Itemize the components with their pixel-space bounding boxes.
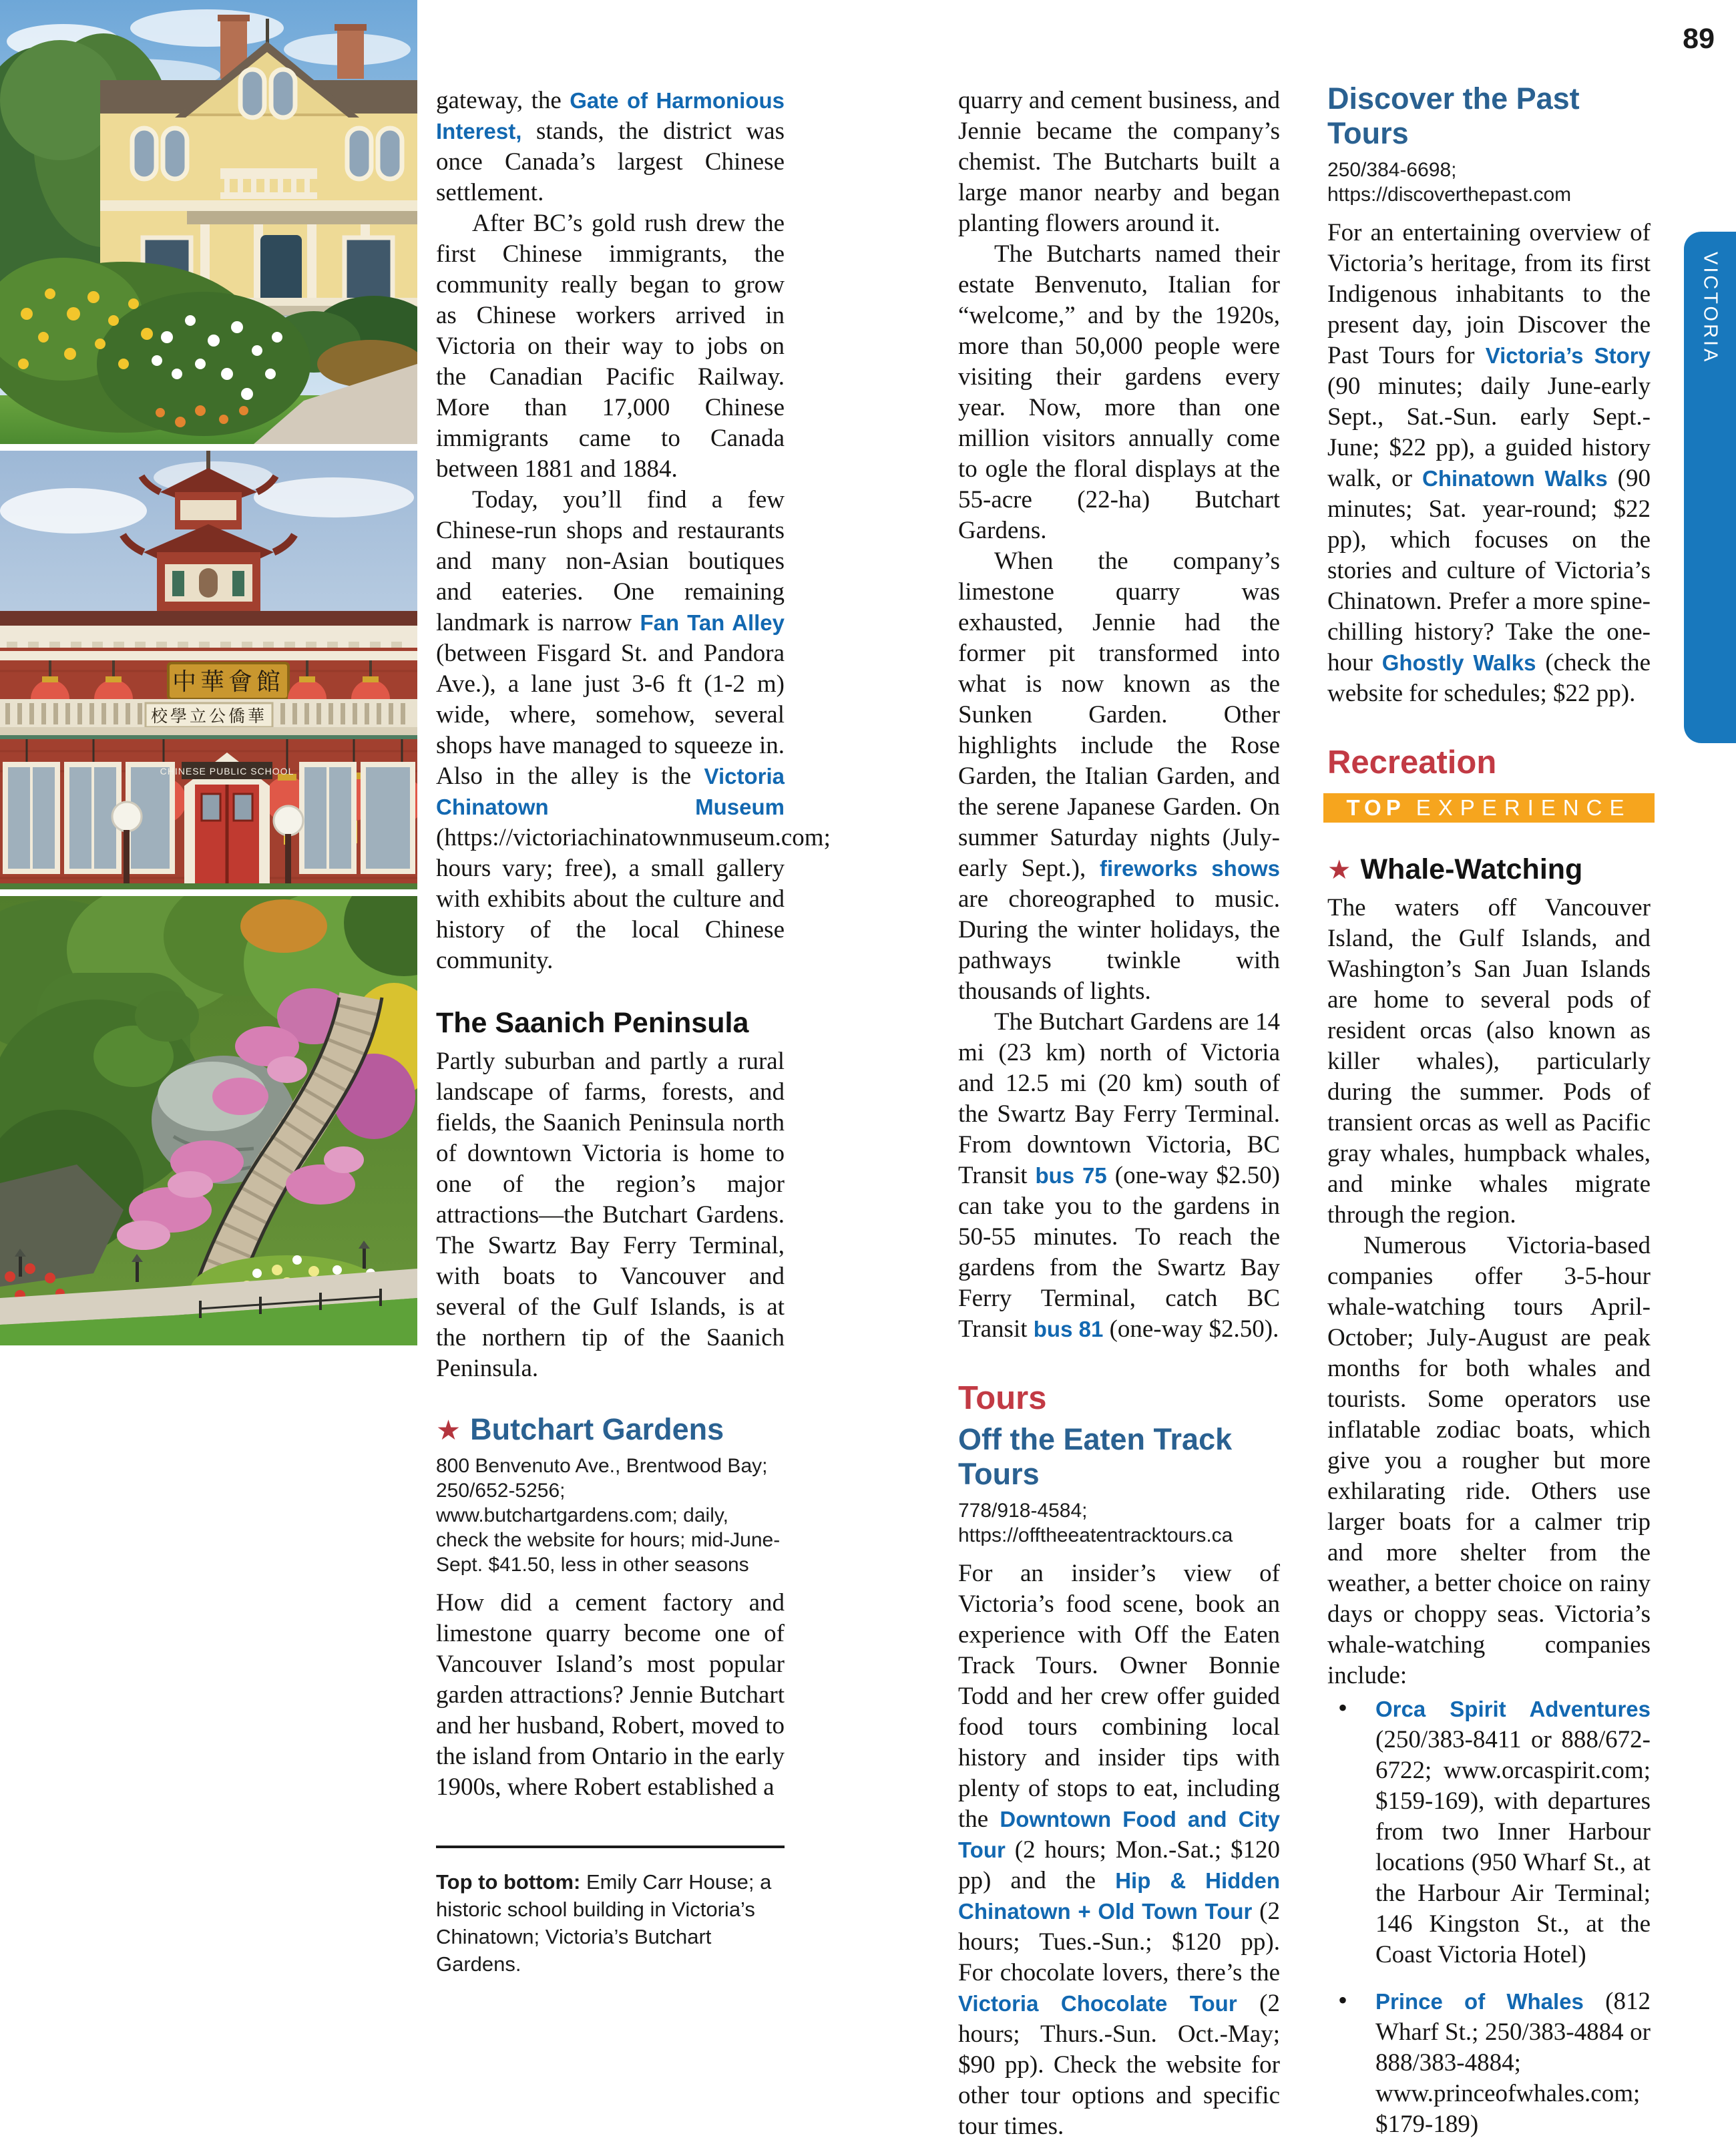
text-run: How did a cement factory and limestone quarry become one of Vancouver Island’s most popular garden attractions? Jennie Butchart and her husband, Robert, moved to the island from Ontario in the early 1900s, where Robert established a	[436, 1589, 785, 1801]
listing-heading: Discover the Past Tours	[1327, 81, 1580, 150]
chinese-school-illustration	[0, 451, 417, 889]
text-run: (one-way $2.50) can take you to the gardens in 50-55 minutes. To reach the gardens from the Swartz Bay Ferry Terminal, catch BC Transit	[958, 1162, 1280, 1343]
text-run: (812 Wharf St.; 250/383-4884 or 888/383-4884; www.princeofwhales.com; $179-189)	[1375, 1988, 1651, 2138]
section-heading: Tours	[958, 1380, 1047, 1416]
text-run: For an insider’s view of Victoria’s food scene, book an experience with Off the Eaten Track Tours. Owner Bonnie Todd and her crew offer guided food tours combining local history and insider tips with plenty of stops to eat, including the	[958, 1560, 1280, 1833]
paragraph	[958, 546, 1280, 1007]
photo-caption	[436, 1868, 785, 1978]
listing-heading: ★ Butchart Gardens	[436, 1412, 724, 1446]
text-run: (90 minutes; daily June-early Sept., Sat.-Sun. early Sept.-June; $22 pp), a guided history walk, or	[1327, 373, 1651, 492]
cross-reference: Victoria’s Story	[1485, 343, 1651, 368]
page-number: 89	[1683, 23, 1715, 55]
chapter-tab-label: VICTORIA	[1699, 252, 1721, 365]
text-run: (https://victoriachinatownmuseum.com; hours vary; free), a small gallery with exhibits about the culture and history of the local Chinese community.	[436, 824, 831, 974]
text-run: The waters off Vancouver Island, the Gulf Islands, and Washington’s San Juan Islands are home to several pods of resident orcas (also known as killer whales), particularly during the summer. Pods of transient orcas as well as Pacific gray whales, humpback whales, and minke whales migrate through the region.	[1327, 894, 1651, 1229]
text-run: After BC’s gold rush drew the first Chinese immigrants, the community really began to grow as Chinese workers arrived in Victoria on their way to jobs on the Canadian Pacific Railway. More than 17,000 Chinese immigrants came to Canada between 1881 and 1884.	[436, 210, 785, 483]
text-run: are choreographed to music. During the winter holidays, the pathways twinkle with thousands of lights.	[958, 885, 1280, 1005]
text-run: (between Fisgard St. and Pandora Ave.), a lane just 3-6 ft (1-2 m) wide, where, somehow, several shops have managed to squeeze in. Also in the alley is the	[436, 640, 785, 790]
paragraph	[436, 208, 785, 485]
subsection-heading: ★ Whale-Watching	[1327, 853, 1583, 885]
caption-rule	[436, 1846, 785, 1848]
paragraph	[436, 85, 785, 208]
photo-butchart-gardens	[0, 896, 417, 1345]
paragraph	[436, 1588, 785, 1803]
text-run: (90 minutes; Sat. year-round; $22 pp), which focuses on the stories and culture of Victoria’s Chinatown. Prefer a more spine-chilling history? Take the one-hour	[1327, 465, 1651, 676]
cross-reference: fireworks shows	[1099, 856, 1280, 881]
text-run: stands, the district was once Canada’s largest Chinese settlement.	[436, 118, 785, 206]
sign-chinese-public-school: CHINESE PUBLIC SCHOOL	[160, 766, 294, 777]
text-run: The Butchart Gardens are 14 mi (23 km) north of Victoria and 12.5 mi (20 km) south of the Swartz Bay Ferry Terminal. From downtown Victoria, BC Transit	[958, 1008, 1280, 1189]
text-run: (2 hours; Tues.-Sun.; $120 pp). For chocolate lovers, there’s the	[958, 1898, 1281, 1986]
text-run: Today, you’ll find a few Chinese-run shops and restaurants and many non-Asian boutiques and eateries. One remaining landmark is narrow	[436, 486, 785, 636]
photo-chinese-public-school	[0, 451, 417, 889]
text-run: (250/383-8411 or 888/672-6722; www.orcaspirit.com; $159-169), with departures from two Inner Harbour locations (950 Wharf St., at the Harbour Air Terminal; 146 Kingston St., at the Coast Victoria Hotel)	[1375, 1726, 1651, 1968]
sign-public-school-chinese: 校學立公僑華	[150, 707, 268, 726]
cross-reference: bus 75	[1035, 1163, 1107, 1188]
butchart-gardens-illustration	[0, 896, 417, 1345]
section-heading: Recreation	[1327, 744, 1497, 781]
text-column-1	[436, 85, 831, 1978]
paragraph	[1327, 893, 1651, 1231]
banner-rest: EXPERIENCE	[1416, 795, 1632, 820]
text-run: quarry and cement business, and Jennie became the company’s chemist. The Butcharts built a large manor nearby and began planting flowers around it.	[958, 87, 1280, 237]
list-item	[1327, 1694, 1651, 1970]
listing-heading: Off the Eaten Track Tours	[958, 1422, 1233, 1491]
text-column-2	[958, 85, 1280, 2142]
cross-reference: Hip & Hidden Chinatown + Old Town Tour	[958, 1868, 1280, 1924]
cross-reference: Gate of Harmonious Interest,	[436, 88, 785, 144]
text-run: The Butcharts named their estate Benvenuto, Italian for “welcome,” and by the 1920s, more than 50,000 people were visiting their gardens every year. Now, more than one million visitors annually come to ogle the floral displays at the 55-acre (22-ha) Butchart Gardens.	[958, 240, 1280, 544]
text-run: Numerous Victoria-based companies offer 3-5-hour whale-watching tours April-October; July-August are peak months for both whales and tourists. Some operators use inflatable zodiac boats, which give you a rougher but more exhilarating ride. Others use larger boats for a calmer trip and more shelter from the weather, a better choice on rainy days or choppy seas. Victoria’s whale-watching companies include:	[1327, 1232, 1651, 1689]
paragraph	[1327, 1231, 1651, 1691]
text-run: (2 hours; Mon.-Sat.; $120 pp) and the	[958, 1836, 1280, 1894]
chapter-tab-victoria	[1684, 232, 1736, 743]
caption-text: Top to bottom:	[436, 1870, 586, 1894]
paragraph	[1327, 218, 1651, 709]
star-icon: ★	[1327, 855, 1351, 885]
emily-carr-house-illustration	[0, 0, 417, 444]
text-run: For an entertaining overview of Victoria’s heritage, from its first Indigenous inhabitants to the present day, join Discover the Past Tours for	[1327, 219, 1651, 369]
listing-details: 778/918-4584; https://offtheeatentracktours.ca	[958, 1500, 1233, 1546]
text-run: (one-way $2.50).	[1103, 1315, 1279, 1343]
star-icon: ★	[436, 1414, 461, 1446]
cross-reference: Fan Tan Alley	[640, 610, 785, 635]
cross-reference: Downtown Food and City Tour	[958, 1807, 1281, 1862]
paragraph	[436, 485, 831, 976]
text-column-3	[1327, 81, 1651, 2156]
text-run: gateway, the	[436, 87, 570, 114]
top-experience-banner	[1323, 793, 1655, 823]
sign-benevolent-association: 中華會館	[172, 668, 285, 695]
photo-emily-carr-house	[0, 0, 417, 444]
list-item	[1327, 1986, 1651, 2140]
listing-details: 800 Benvenuto Ave., Brentwood Bay; 250/652-5256; www.butchartgardens.com; daily, check the website for hours; mid-June-Sept. $41.50, less in other seasons	[436, 1455, 781, 1576]
listing-details: 250/384-6698; https://discoverthepast.com	[1327, 159, 1572, 206]
cross-reference: Orca Spirit Adventures	[1375, 1697, 1651, 1721]
paragraph	[958, 239, 1280, 546]
text-run: When the company’s limestone quarry was exhausted, Jennie had the former pit transformed into what is now known as the Sunken Garden. Other highlights include the Rose Garden, the Italian Garden, and the serene Japanese Garden. On summer Saturday nights (July-early Sept.),	[958, 548, 1280, 882]
caption-text: Emily Carr House; a historic school building in Victoria’s Chinatown; Victoria’s Butchart Gardens.	[436, 1870, 772, 1976]
text-run: Partly suburban and partly a rural landscape of farms, forests, and fields, the Saanich Peninsula north of downtown Victoria is home to one of the region’s major attractions—the Butchart Gardens. The Swartz Bay Ferry Terminal, with boats to Vancouver and several of the Gulf Islands, is at the northern tip of the Saanich Peninsula.	[436, 1048, 785, 1382]
cross-reference: Victoria Chocolate Tour	[958, 1991, 1237, 2016]
cross-reference: Victoria Chinatown Museum	[436, 764, 785, 819]
cross-reference: Prince of Whales	[1375, 1989, 1584, 2014]
paragraph	[958, 1007, 1280, 1345]
text-run: (2 hours; Thurs.-Sun. Oct.-May; $90 pp). Check the website for other tour options and specific tour times.	[958, 1990, 1280, 2140]
company-list	[1327, 1694, 1651, 2140]
paragraph	[436, 1046, 785, 1384]
paragraph	[958, 85, 1280, 239]
banner-strong: TOP	[1346, 795, 1405, 820]
cross-reference: Ghostly Walks	[1381, 650, 1536, 675]
cross-reference: bus 81	[1033, 1317, 1104, 1341]
subsection-heading: The Saanich Peninsula	[436, 1007, 749, 1039]
paragraph	[958, 1558, 1280, 2142]
cross-reference: Chinatown Walks	[1422, 466, 1608, 491]
text-run: (check the website for schedules; $22 pp).	[1327, 649, 1651, 707]
